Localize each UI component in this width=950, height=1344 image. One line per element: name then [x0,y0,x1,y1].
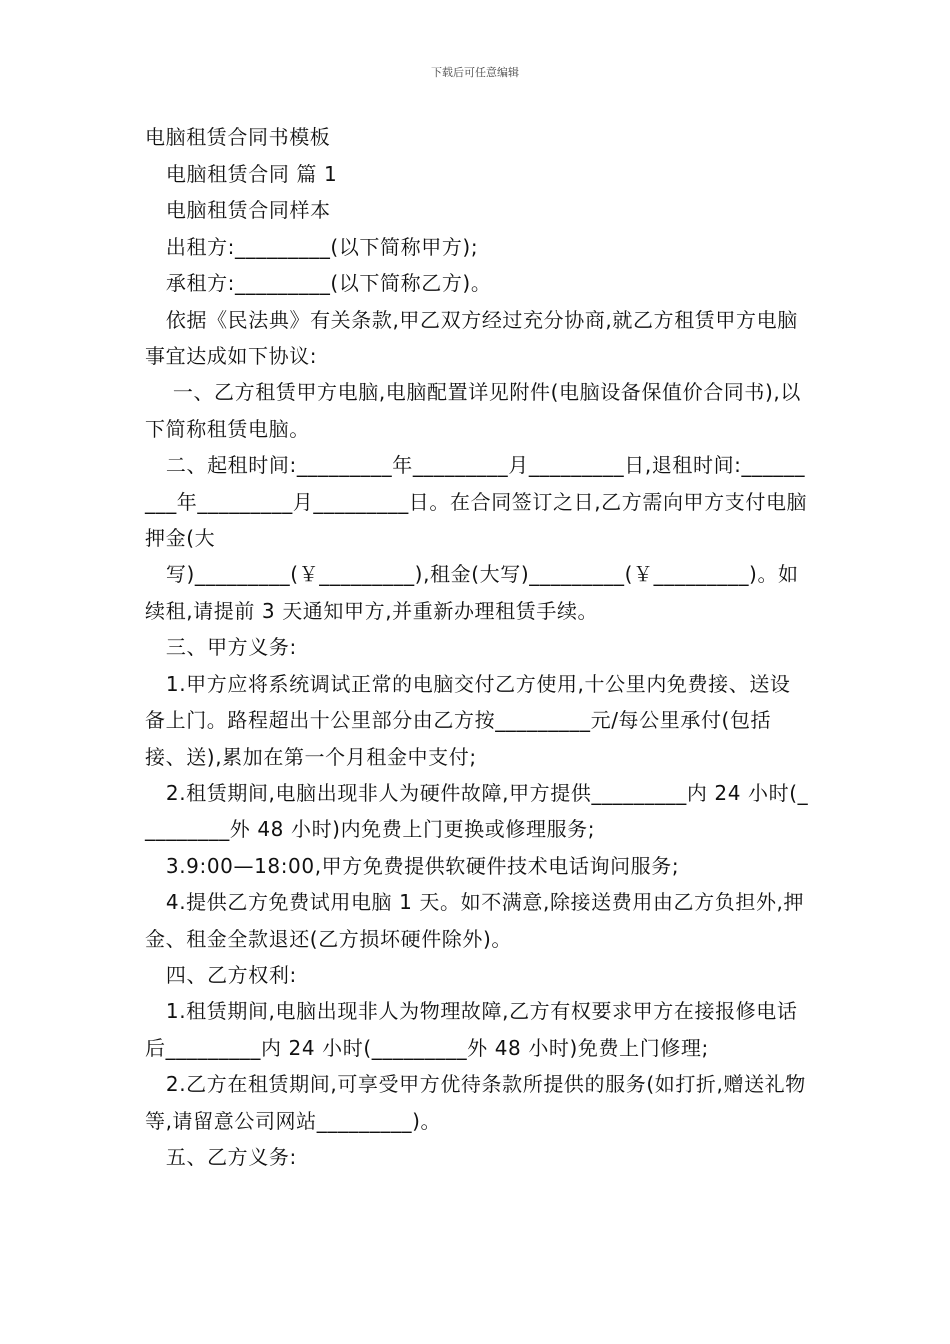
paragraph: 电脑租赁合同 篇 1 [145,162,338,186]
paragraph: 2.乙方在租赁期间,可享受甲方优待条款所提供的服务(如打折,赠送礼物等,请留意公司网站_________)。 [145,1072,806,1133]
section-heading: 三、甲方义务: [145,635,297,660]
paragraph: 2.租赁期间,电脑出现非人为硬件故障,甲方提供_________内 24 小时(_________外 48 小时)内免费上门更换或修理服务; [145,780,809,842]
paragraph: 4.提供乙方免费试用电脑 1 天。如不满意,除接送费用由乙方负担外,押金、租金全款退还(乙方损坏硬件除外)。 [145,890,805,951]
paragraph: 二、起租时间:_________年_________月_________日,退租时间:_________年_________月_________日。在合同签订之日,乙方需向甲方支付电脑押金(大 [145,453,808,551]
section-heading: 四、乙方权利: [145,962,297,987]
paragraph: 承租方:_________(以下简称乙方)。 [145,271,492,296]
document-title: 电脑租赁合同书模板 [145,125,331,149]
page-header: 下载后可任意编辑 [431,66,519,79]
paragraph: 1.租赁期间,电脑出现非人为物理故障,乙方有权要求甲方在接报修电话后_________内 24 小时(_________外 48 小时)免费上门修理; [145,999,798,1060]
paragraph: 一、乙方租赁甲方电脑,电脑配置详见附件(电脑设备保值价合同书),以下简称租赁电脑。 [145,380,801,441]
section-heading: 五、乙方义务: [145,1144,297,1169]
paragraph: 1.甲方应将系统调试正常的电脑交付乙方使用,十公里内免费接、送设备上门。路程超出十公里部分由乙方按_________元/每公里承付(包括接、送),累加在第一个月租金中支付; [145,671,791,769]
paragraph: 3.9:00—18:00,甲方免费提供软硬件技术电话询问服务; [145,853,680,878]
paragraph: 依据《民法典》有关条款,甲乙双方经过充分协商,就乙方租赁甲方电脑事宜达成如下协议: [145,307,798,369]
paragraph: 电脑租赁合同样本 [145,198,331,223]
paragraph: 出租方:_________(以下简称甲方); [145,234,479,259]
paragraph: 写)_________(￥_________),租金(大写)_________(￥_________)。如续租,请提前 3 天通知甲方,并重新办理租赁手续。 [145,562,799,623]
document-body [145,118,810,1175]
